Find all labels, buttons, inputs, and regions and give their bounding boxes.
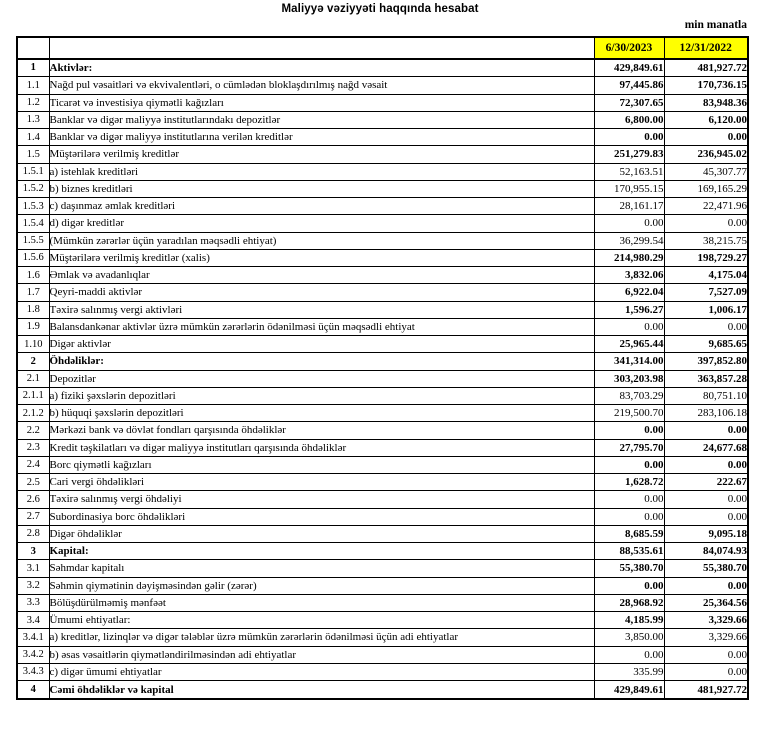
row-value-period2-cell: 363,857.28: [664, 370, 748, 387]
row-value-period2-cell: 170,736.15: [664, 77, 748, 94]
row-value-period2-cell: 3,329.66: [664, 629, 748, 646]
table-row: [17, 163, 748, 180]
row-number-cell: 3.4.3: [17, 663, 49, 680]
row-value-period1-cell: 27,795.70: [594, 439, 664, 456]
row-number-cell: 1: [17, 59, 49, 77]
row-number-cell: 2.1: [17, 370, 49, 387]
row-label-cell: (Mümkün zərərlər üçün yaradılan məqsədli ehtiyat): [49, 232, 594, 249]
row-value-period1-cell: 55,380.70: [594, 560, 664, 577]
row-value-period2-cell: 222.67: [664, 474, 748, 491]
row-label-cell: Təxirə salınmış vergi aktivləri: [49, 301, 594, 318]
table-row: [17, 198, 748, 215]
row-label-cell: c) digər ümumi ehtiyatlar: [49, 663, 594, 680]
row-number-cell: 1.5.2: [17, 180, 49, 197]
row-value-period1-cell: 8,685.59: [594, 525, 664, 542]
row-value-period1-cell: 6,922.04: [594, 284, 664, 301]
row-value-period2-cell: 0.00: [664, 129, 748, 146]
row-value-period1-cell: 170,955.15: [594, 180, 664, 197]
table-row: [17, 629, 748, 646]
table-row: [17, 59, 748, 77]
table-row: [17, 284, 748, 301]
row-value-period2-cell: 481,927.72: [664, 681, 748, 699]
row-value-period1-cell: 214,980.29: [594, 249, 664, 266]
row-label-cell: Banklar və digər maliyyə institutlarına verilən kreditlər: [49, 129, 594, 146]
row-number-cell: 1.10: [17, 336, 49, 353]
row-number-cell: 1.9: [17, 318, 49, 335]
table-row: [17, 370, 748, 387]
row-label-cell: Digər aktivlər: [49, 336, 594, 353]
row-value-period1-cell: 341,314.00: [594, 353, 664, 370]
row-value-period1-cell: 52,163.51: [594, 163, 664, 180]
row-label-cell: Borc qiymətli kağızları: [49, 456, 594, 473]
row-label-cell: Aktivlər:: [49, 59, 594, 77]
row-number-cell: 1.8: [17, 301, 49, 318]
table-row: [17, 249, 748, 266]
row-label-cell: Səhmin qiymətinin dəyişməsindən gəlir (zərər): [49, 577, 594, 594]
row-value-period1-cell: 0.00: [594, 318, 664, 335]
row-value-period2-cell: 0.00: [664, 491, 748, 508]
row-number-cell: 1.4: [17, 129, 49, 146]
row-label-cell: a) istehlak kreditləri: [49, 163, 594, 180]
row-value-period2-cell: 84,074.93: [664, 543, 748, 560]
table-row: [17, 180, 748, 197]
table-row: [17, 508, 748, 525]
table-row: [17, 612, 748, 629]
row-label-cell: d) digər kreditlər: [49, 215, 594, 232]
row-value-period1-cell: 1,628.72: [594, 474, 664, 491]
row-value-period1-cell: 0.00: [594, 456, 664, 473]
row-value-period1-cell: 72,307.65: [594, 94, 664, 111]
row-label-cell: Ümumi ehtiyatlar:: [49, 612, 594, 629]
row-number-cell: 3.1: [17, 560, 49, 577]
row-value-period2-cell: 0.00: [664, 508, 748, 525]
unit-note: min manatla: [684, 19, 747, 31]
row-number-cell: 1.2: [17, 94, 49, 111]
row-number-cell: 1.1: [17, 77, 49, 94]
row-label-cell: Səhmdar kapitalı: [49, 560, 594, 577]
row-value-period2-cell: 80,751.10: [664, 387, 748, 404]
page-title: Maliyyə vəziyyəti haqqında hesabat: [281, 3, 479, 15]
row-value-period2-cell: 169,165.29: [664, 180, 748, 197]
row-value-period2-cell: 6,120.00: [664, 111, 748, 128]
table-row: [17, 267, 748, 284]
table-row: [17, 111, 748, 128]
row-number-cell: 2.5: [17, 474, 49, 491]
row-label-cell: Öhdəliklər:: [49, 353, 594, 370]
row-label-cell: Kredit təşkilatları və digər maliyyə institutları qarşısında öhdəliklər: [49, 439, 594, 456]
table-row: [17, 439, 748, 456]
row-number-cell: 1.5.5: [17, 232, 49, 249]
row-value-period1-cell: 6,800.00: [594, 111, 664, 128]
row-label-cell: b) hüquqi şəxslərin depozitləri: [49, 405, 594, 422]
row-value-period2-cell: 0.00: [664, 318, 748, 335]
row-label-cell: Balansdankənar aktivlər üzrə mümkün zərərlərin ödənilməsi üçün məqsədli ehtiyat: [49, 318, 594, 335]
table-header-row: [17, 37, 748, 59]
row-value-period2-cell: 0.00: [664, 577, 748, 594]
row-value-period2-cell: 9,095.18: [664, 525, 748, 542]
row-value-period1-cell: 0.00: [594, 577, 664, 594]
table-row: [17, 318, 748, 335]
row-value-period1-cell: 88,535.61: [594, 543, 664, 560]
row-number-cell: 2.4: [17, 456, 49, 473]
row-number-cell: 3.4.2: [17, 646, 49, 663]
row-value-period2-cell: 397,852.80: [664, 353, 748, 370]
row-label-cell: Qeyri-maddi aktivlər: [49, 284, 594, 301]
row-number-cell: 3.4.1: [17, 629, 49, 646]
row-value-period2-cell: 0.00: [664, 215, 748, 232]
row-value-period1-cell: 429,849.61: [594, 59, 664, 77]
row-label-cell: Kapital:: [49, 543, 594, 560]
row-value-period2-cell: 0.00: [664, 456, 748, 473]
table-row: [17, 215, 748, 232]
row-value-period1-cell: 251,279.83: [594, 146, 664, 163]
row-label-cell: Cəmi öhdəliklər və kapital: [49, 681, 594, 699]
table-row: [17, 594, 748, 611]
row-number-cell: 1.5.6: [17, 249, 49, 266]
table-row: [17, 525, 748, 542]
row-number-cell: 1.3: [17, 111, 49, 128]
table-row: [17, 336, 748, 353]
row-number-cell: 1.5.4: [17, 215, 49, 232]
table-row: [17, 129, 748, 146]
table-row: [17, 543, 748, 560]
table-row: [17, 77, 748, 94]
table-row: [17, 663, 748, 680]
table-row: [17, 353, 748, 370]
table-row: [17, 301, 748, 318]
table-row: [17, 474, 748, 491]
row-label-cell: Depozitlər: [49, 370, 594, 387]
table-row: [17, 422, 748, 439]
row-value-period2-cell: 7,527.09: [664, 284, 748, 301]
row-value-period1-cell: 1,596.27: [594, 301, 664, 318]
table-row: [17, 456, 748, 473]
table-row: [17, 232, 748, 249]
row-label-cell: Müştərilərə verilmiş kreditlər (xalis): [49, 249, 594, 266]
header-period-2: 12/31/2022: [664, 37, 748, 59]
row-value-period2-cell: 0.00: [664, 646, 748, 663]
row-number-cell: 3.4: [17, 612, 49, 629]
row-value-period2-cell: 22,471.96: [664, 198, 748, 215]
row-label-cell: Təxirə salınmış vergi öhdəliyi: [49, 491, 594, 508]
row-label-cell: Digər öhdəliklər: [49, 525, 594, 542]
row-value-period1-cell: 0.00: [594, 129, 664, 146]
table-row: [17, 405, 748, 422]
table-row: [17, 560, 748, 577]
row-value-period2-cell: 9,685.65: [664, 336, 748, 353]
row-value-period1-cell: 335.99: [594, 663, 664, 680]
row-value-period1-cell: 3,832.06: [594, 267, 664, 284]
row-number-cell: 3.2: [17, 577, 49, 594]
row-number-cell: 2.3: [17, 439, 49, 456]
row-value-period2-cell: 198,729.27: [664, 249, 748, 266]
row-label-cell: Müştərilərə verilmiş kreditlər: [49, 146, 594, 163]
row-number-cell: 2: [17, 353, 49, 370]
row-value-period1-cell: 4,185.99: [594, 612, 664, 629]
row-value-period2-cell: 283,106.18: [664, 405, 748, 422]
row-label-cell: a) kreditlər, lizinqlər və digər tələblər üzrə mümkün zərərlərin ödənilməsi üçün adi ehtiyatlar: [49, 629, 594, 646]
row-number-cell: 2.1.2: [17, 405, 49, 422]
row-number-cell: 2.8: [17, 525, 49, 542]
row-value-period2-cell: 45,307.77: [664, 163, 748, 180]
row-label-cell: c) daşınmaz əmlak kreditləri: [49, 198, 594, 215]
table-row: [17, 491, 748, 508]
row-label-cell: Bölüşdürülməmiş mənfəət: [49, 594, 594, 611]
row-number-cell: 2.1.1: [17, 387, 49, 404]
row-value-period1-cell: 36,299.54: [594, 232, 664, 249]
row-value-period1-cell: 0.00: [594, 422, 664, 439]
row-value-period1-cell: 0.00: [594, 508, 664, 525]
header-empty-label-cell: [49, 37, 594, 59]
table-row: [17, 577, 748, 594]
row-label-cell: Banklar və digər maliyyə institutlarındakı depozitlər: [49, 111, 594, 128]
row-label-cell: Nağd pul vəsaitləri və ekvivalentləri, o cümlədən bloklaşdırılmış nağd vəsait: [49, 77, 594, 94]
row-value-period1-cell: 3,850.00: [594, 629, 664, 646]
row-label-cell: Ticarət və investisiya qiymətli kağızları: [49, 94, 594, 111]
row-value-period2-cell: 3,329.66: [664, 612, 748, 629]
row-value-period1-cell: 0.00: [594, 646, 664, 663]
row-value-period1-cell: 83,703.29: [594, 387, 664, 404]
row-value-period1-cell: 28,968.92: [594, 594, 664, 611]
row-label-cell: Əmlak və avadanlıqlar: [49, 267, 594, 284]
row-value-period2-cell: 236,945.02: [664, 146, 748, 163]
row-value-period2-cell: 1,006.17: [664, 301, 748, 318]
table-row: [17, 681, 748, 699]
row-label-cell: Mərkəzi bank və dövlət fondları qarşısında öhdəliklər: [49, 422, 594, 439]
table-row: [17, 94, 748, 111]
row-number-cell: 1.5.1: [17, 163, 49, 180]
header-empty-num-cell: [17, 37, 49, 59]
row-number-cell: 1.6: [17, 267, 49, 284]
row-number-cell: 2.2: [17, 422, 49, 439]
row-number-cell: 3: [17, 543, 49, 560]
row-label-cell: a) fiziki şəxslərin depozitləri: [49, 387, 594, 404]
row-value-period1-cell: 0.00: [594, 215, 664, 232]
balance-sheet-table: [16, 36, 749, 700]
row-label-cell: Cari vergi öhdəlikləri: [49, 474, 594, 491]
row-value-period2-cell: 24,677.68: [664, 439, 748, 456]
row-label-cell: b) biznes kreditləri: [49, 180, 594, 197]
row-value-period2-cell: 0.00: [664, 422, 748, 439]
row-value-period2-cell: 83,948.36: [664, 94, 748, 111]
row-value-period1-cell: 0.00: [594, 491, 664, 508]
row-number-cell: 2.7: [17, 508, 49, 525]
row-value-period2-cell: 4,175.04: [664, 267, 748, 284]
row-value-period1-cell: 25,965.44: [594, 336, 664, 353]
table-row: [17, 146, 748, 163]
row-value-period2-cell: 0.00: [664, 663, 748, 680]
table-row: [17, 387, 748, 404]
row-value-period1-cell: 97,445.86: [594, 77, 664, 94]
row-value-period1-cell: 429,849.61: [594, 681, 664, 699]
row-value-period2-cell: 38,215.75: [664, 232, 748, 249]
row-value-period1-cell: 303,203.98: [594, 370, 664, 387]
row-value-period2-cell: 25,364.56: [664, 594, 748, 611]
row-number-cell: 1.5.3: [17, 198, 49, 215]
row-value-period2-cell: 55,380.70: [664, 560, 748, 577]
row-number-cell: 1.7: [17, 284, 49, 301]
row-number-cell: 3.3: [17, 594, 49, 611]
table-row: [17, 646, 748, 663]
row-value-period1-cell: 219,500.70: [594, 405, 664, 422]
header-period-1: 6/30/2023: [594, 37, 664, 59]
row-number-cell: 1.5: [17, 146, 49, 163]
row-label-cell: b) əsas vəsaitlərin qiymətləndirilməsindən adi ehtiyatlar: [49, 646, 594, 663]
row-label-cell: Subordinasiya borc öhdəlikləri: [49, 508, 594, 525]
row-number-cell: 2.6: [17, 491, 49, 508]
row-value-period1-cell: 28,161.17: [594, 198, 664, 215]
row-value-period2-cell: 481,927.72: [664, 59, 748, 77]
row-number-cell: 4: [17, 681, 49, 699]
